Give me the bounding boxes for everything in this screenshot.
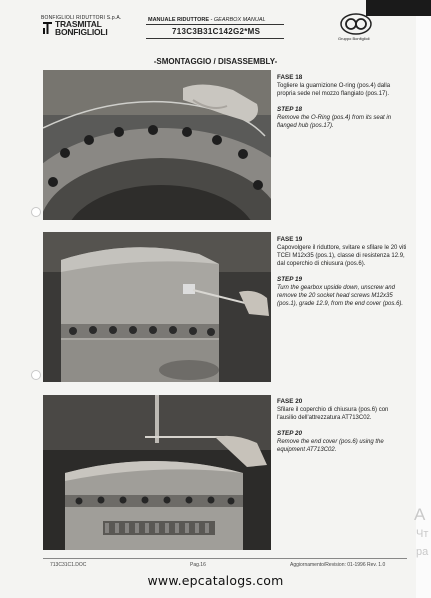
fase-18-text: Togliere la guarnizione O-ring (pos.4) dalla propria sede nel mozzo flangiato (pos.17).: [277, 83, 391, 97]
photo-step-18: [43, 70, 271, 220]
watermark-fragment: A: [414, 505, 426, 524]
brand-logo-text: [55, 21, 108, 36]
manual-label-it: MANUALE RIDUTTORE: [148, 17, 210, 23]
fase-20-text: Sfilare il coperchio di chiusura (pos.6) con l'ausilio dell'attrezzatura AT713C02.: [277, 407, 389, 421]
brand-line-1: TRASMITAL: [55, 19, 102, 29]
punch-hole: [31, 370, 41, 380]
site-url: www.epcatalogs.com: [147, 573, 284, 588]
manual-label: [148, 17, 266, 23]
step-19-text: [277, 236, 409, 308]
watermark-fragment: ра: [416, 546, 429, 558]
company-small-name: BONFIGLIOLI RIDUTTORI S.p.A.: [41, 15, 122, 21]
fase-20-heading: FASE 20: [277, 398, 303, 405]
trasmital-logo-icon: [42, 21, 53, 35]
model-code: 713C3B31C142G2*MS: [172, 27, 261, 36]
watermark-fragment: Чт: [416, 528, 429, 540]
step-19-heading: STEP 19: [277, 276, 302, 283]
page-number: Pag.16: [190, 562, 206, 568]
group-name: Gruppo Bonfiglioli: [338, 36, 370, 41]
step-20-text: [277, 398, 409, 454]
photo-step-19: [43, 232, 271, 382]
step-18-text: [277, 74, 409, 130]
photo-step-20: [43, 395, 271, 550]
brand-line-2: BONFIGLIOLI: [55, 26, 108, 37]
bonfiglioli-group-logo-icon: [340, 13, 372, 35]
footer-rule: [43, 558, 407, 559]
header-rule-bottom: [146, 38, 284, 39]
step-20-text-en: Remove the end cover (pos.6) using the equipment AT713C02.: [277, 439, 384, 453]
doc-code: 713C31C1.DOC: [50, 562, 87, 568]
step-19-text-en: Turn the gearbox upside down, unscrew and remove the 20 socket head screws M12x35 (pos.1), grade 12.9, from the end cover (pos.6).: [277, 285, 404, 307]
screw-removal-photo: [43, 232, 271, 382]
step-18-text-en: Remove the O-Ring (pos.4) from its seat in flanged hub (pos.17).: [277, 115, 392, 129]
oring-removal-photo: [43, 70, 271, 220]
step-18-heading: STEP 18: [277, 106, 302, 113]
punch-hole: [31, 207, 41, 217]
step-20-heading: STEP 20: [277, 430, 302, 437]
fase-19-heading: FASE 19: [277, 236, 303, 243]
end-cover-removal-photo: [43, 395, 271, 550]
section-title: -SMONTAGGIO / DISASSEMBLY-: [153, 57, 278, 66]
fase-18-heading: FASE 18: [277, 74, 303, 81]
manual-label-en: - GEARBOX MANUAL: [210, 17, 266, 23]
page-corner-dark: [366, 0, 431, 16]
header-rule-top: [146, 24, 284, 25]
fase-19-text: Capovolgere il riduttore, svitare e sfilare le 20 viti TCEI M12x35 (pos.1), classe di resistenza 12.9, dal coperchio di chiusura (pos.6).: [277, 245, 407, 267]
revision: Aggiornamento/Revision: 01-1996 Rev. 1.0: [290, 562, 386, 568]
